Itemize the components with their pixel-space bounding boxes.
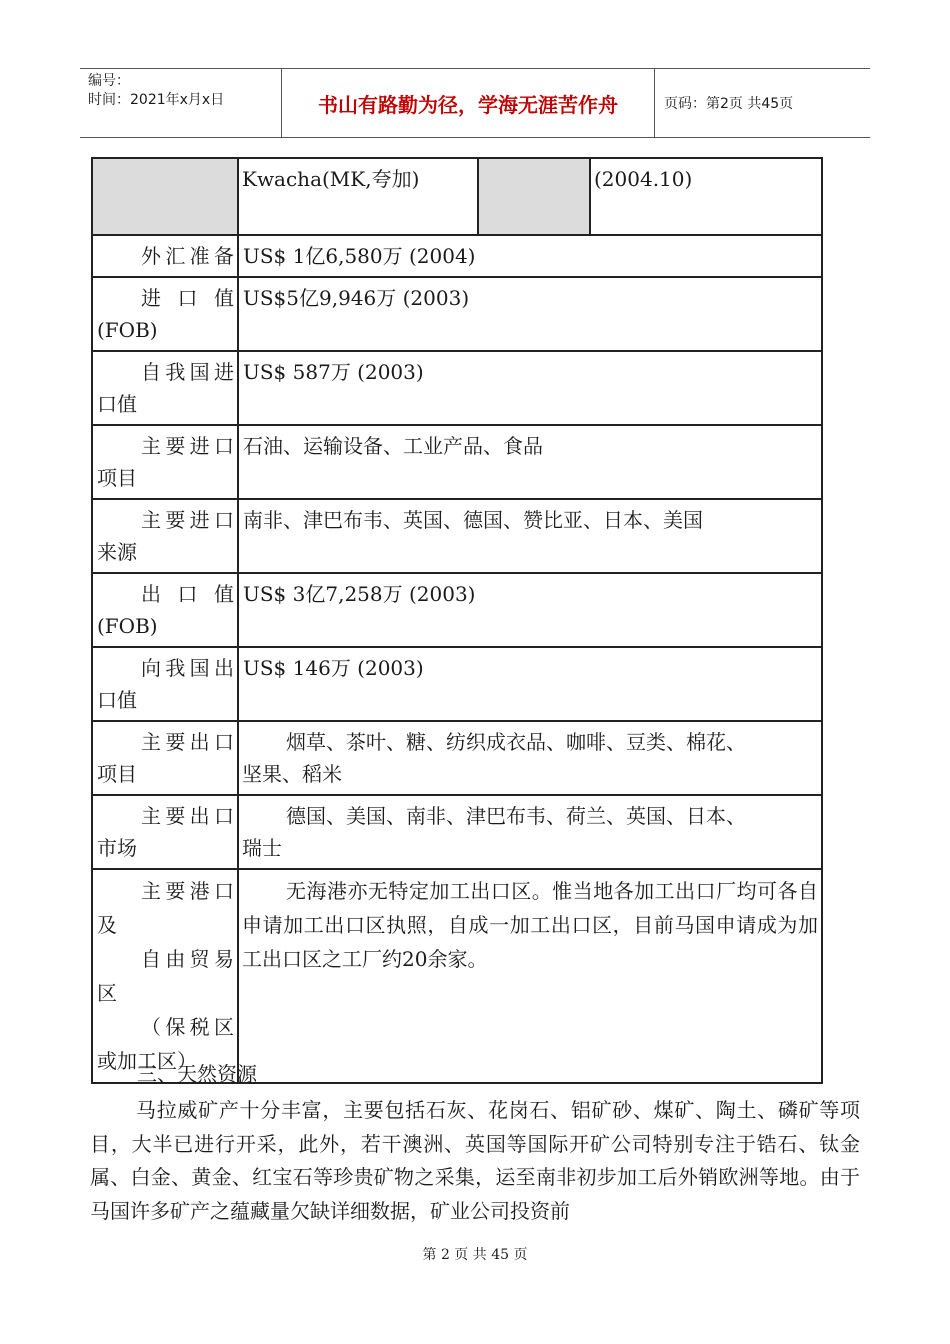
table-row xyxy=(92,721,822,795)
row-value: 石油、运输设备、工业产品、食品 xyxy=(238,425,822,499)
label-line: (FOB) xyxy=(97,614,158,638)
header-meta xyxy=(80,69,282,137)
page-footer: 第 2 页 共 45 页 xyxy=(422,1247,528,1263)
row-value xyxy=(238,721,822,795)
label-line: 自我国进 xyxy=(141,360,234,384)
empty-label-cell xyxy=(92,158,238,235)
label-line: 出 口 值 xyxy=(141,582,234,606)
table-row xyxy=(92,869,822,1083)
row-value: US$ 587万 (2003) xyxy=(238,351,822,425)
value-line: 坚果、稻米 xyxy=(242,762,342,786)
currency-date-cell: (2004.10) xyxy=(590,158,822,235)
row-label xyxy=(92,721,238,795)
label-line: 口值 xyxy=(97,688,137,712)
header-page-info: 页码：第2页 共45页 xyxy=(664,96,794,112)
row-value: US$5亿9,946万 (2003) xyxy=(238,277,822,351)
value-line: 瑞士 xyxy=(242,836,282,860)
label-line: （保税区 xyxy=(141,1015,234,1039)
label-line: 主要出口 xyxy=(141,730,234,754)
row-label xyxy=(92,573,238,647)
table-row xyxy=(92,573,822,647)
label-line: 项目 xyxy=(97,762,137,786)
table-row xyxy=(92,425,822,499)
economic-data-table xyxy=(91,157,823,1084)
table-row xyxy=(92,499,822,573)
label-line: 或加工区） xyxy=(97,1049,197,1073)
label-line: (FOB) xyxy=(97,318,158,342)
section-title: 三、天然资源 xyxy=(137,1062,257,1086)
currency-cell: Kwacha(MK,夸加) xyxy=(238,158,478,235)
row-label xyxy=(92,647,238,721)
empty-shaded-cell xyxy=(478,158,590,235)
row-label xyxy=(92,499,238,573)
label-line: 项目 xyxy=(97,466,137,490)
table-row xyxy=(92,647,822,721)
row-value xyxy=(238,795,822,869)
number-label: 编号： xyxy=(88,73,130,89)
label-line: 主要出口 xyxy=(141,804,234,828)
page-header xyxy=(80,68,870,138)
body-paragraph: 马拉威矿产十分丰富，主要包括石灰、花岗石、铝矿砂、煤矿、陶土、磷矿等项目，大半已进行开采，此外，若干澳洲、英国等国际开矿公司特别专注于锆石、钛金属、白金、黄金、红宝石等珍贵矿物之采集，运至南非初步加工后外销欧洲等地。由于马国许多矿产之蕴藏量欠缺详细数据，矿业公司投资前 xyxy=(90,1098,860,1223)
port-row-value: 无海港亦无特定加工出口区。惟当地各加工出口厂均可各自申请加工出口区执照，自成一加工出口区，目前马国申请成为加工出口区之工厂约20余家。 xyxy=(238,869,822,1083)
row-label xyxy=(92,795,238,869)
label-line: 自由贸易 xyxy=(141,947,234,971)
value-line: 烟草、茶叶、糖、纺织成衣品、咖啡、豆类、棉花、 xyxy=(286,730,746,754)
label-text: 外汇准备 xyxy=(141,244,234,268)
row-label xyxy=(92,425,238,499)
row-label xyxy=(92,235,238,277)
header-motto: 书山有路勤为径，学海无涯苦作舟 xyxy=(282,69,655,137)
value-line: 德国、美国、南非、津巴布韦、荷兰、英国、日本、 xyxy=(286,804,746,828)
label-line: 口值 xyxy=(97,392,137,416)
label-line: 向我国出 xyxy=(141,656,234,680)
table-row xyxy=(92,235,822,277)
row-value: US$ 3亿7,258万 (2003) xyxy=(238,573,822,647)
table-row xyxy=(92,158,822,235)
label-line: 进 口 值 xyxy=(141,286,234,310)
label-line: 及 xyxy=(97,913,117,937)
row-label xyxy=(92,351,238,425)
label-line: 市场 xyxy=(97,836,137,860)
row-value: 南非、津巴布韦、英国、德国、赞比亚、日本、美国 xyxy=(238,499,822,573)
table-row xyxy=(92,277,822,351)
row-value: US$ 1亿6,580万 (2004) xyxy=(238,235,822,277)
label-line: 区 xyxy=(97,981,117,1005)
label-line: 主要港口 xyxy=(141,879,234,903)
row-label xyxy=(92,277,238,351)
label-line: 主要进口 xyxy=(141,508,234,532)
port-row-label xyxy=(92,869,238,1083)
table-row xyxy=(92,795,822,869)
row-value: US$ 146万 (2003) xyxy=(238,647,822,721)
table-row xyxy=(92,351,822,425)
time-label: 时间：2021年x月x日 xyxy=(88,92,225,108)
label-line: 主要进口 xyxy=(141,434,234,458)
label-line: 来源 xyxy=(97,540,137,564)
